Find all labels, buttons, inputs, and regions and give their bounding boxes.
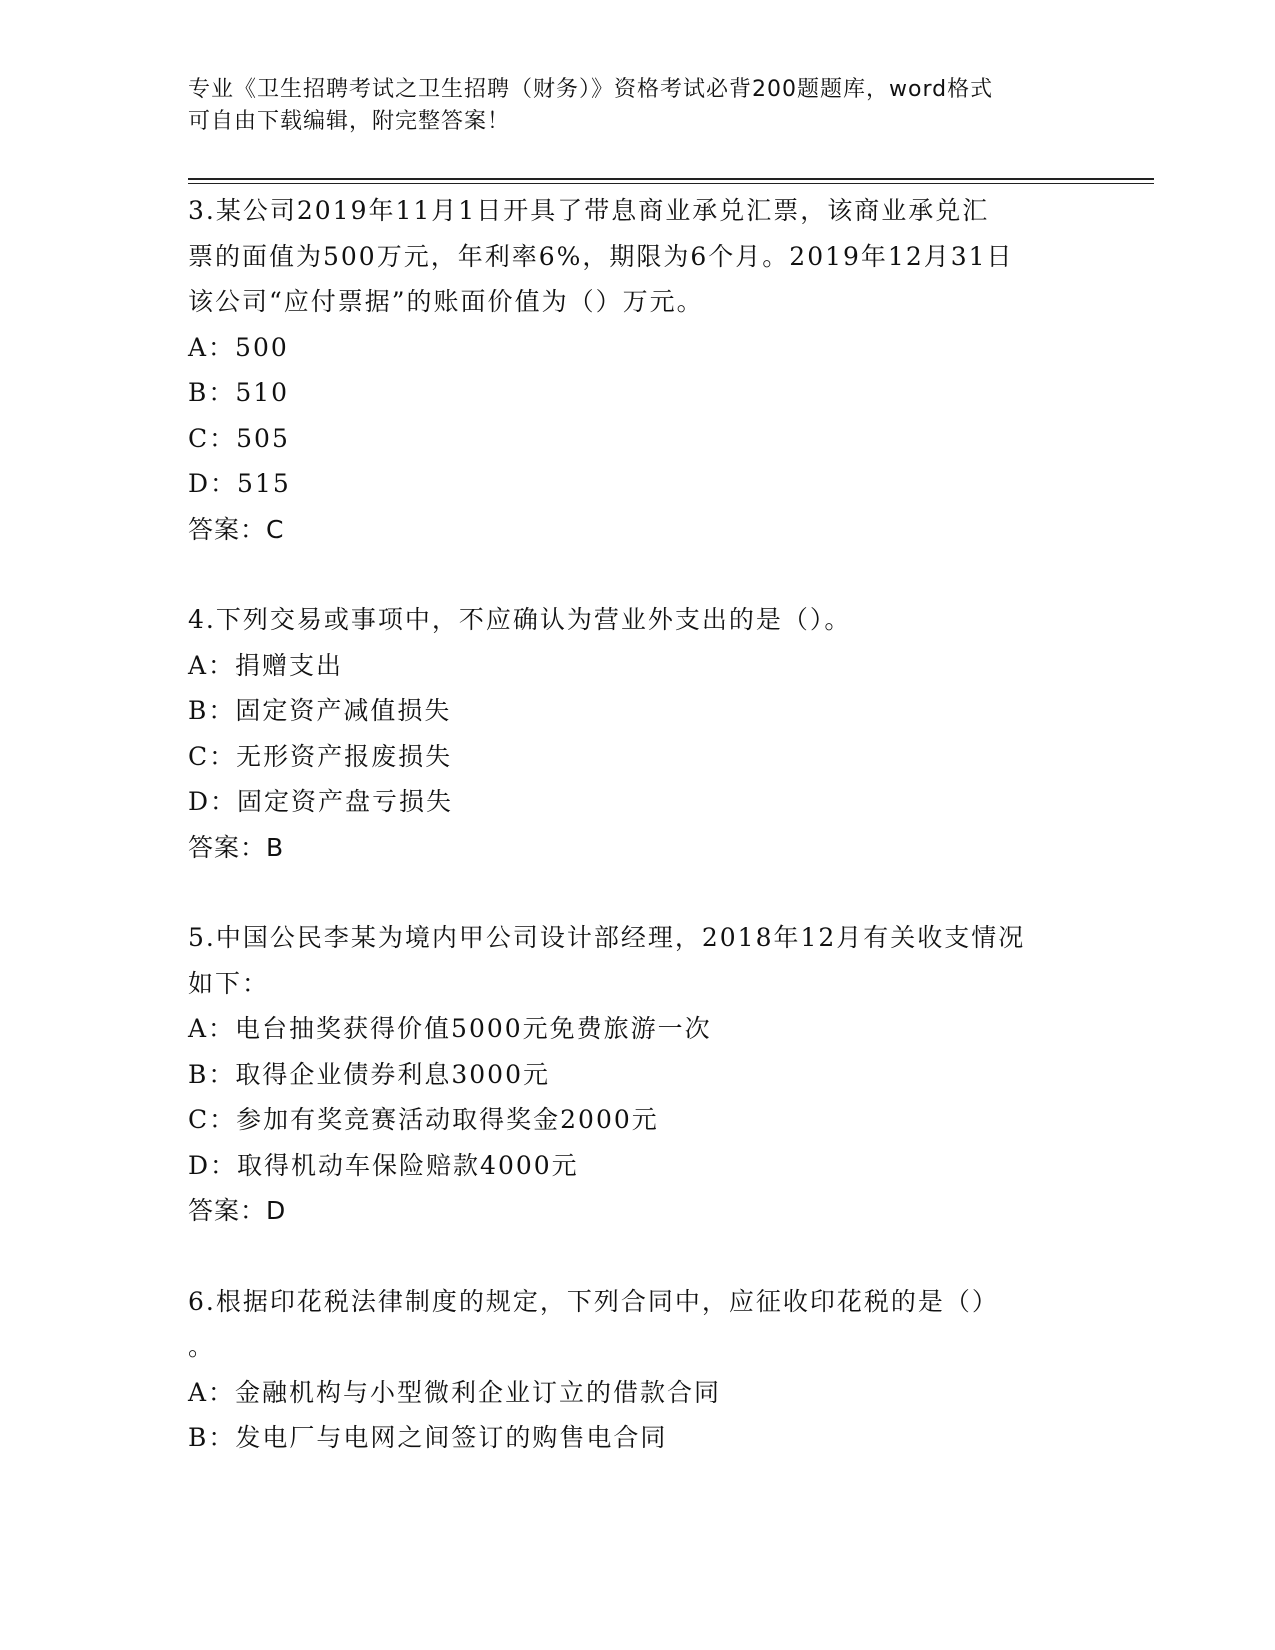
question-block bbox=[188, 188, 1088, 552]
option-c: C：无形资产报废损失 bbox=[188, 741, 453, 771]
spacer bbox=[188, 552, 1088, 597]
option-d: D：固定资产盘亏损失 bbox=[188, 787, 454, 816]
option-b: B：510 bbox=[188, 378, 290, 407]
header-divider-thick bbox=[188, 178, 1154, 180]
question-stem-line: 5.中国公民李某为境内甲公司设计部经理，2018年12月有关收支情况 bbox=[188, 923, 1026, 952]
option-d: D：取得机动车保险赔款4000元 bbox=[188, 1150, 579, 1180]
question-stem-line: 。 bbox=[188, 1332, 216, 1361]
question-stem-line: 4.下列交易或事项中，不应确认为营业外支出的是（）。 bbox=[188, 605, 852, 634]
answer-line: 答案：B bbox=[188, 832, 285, 862]
spacer bbox=[188, 870, 1088, 915]
answer-line: 答案：D bbox=[188, 1196, 287, 1225]
document-header bbox=[188, 74, 1068, 138]
option-b: B：发电厂与电网之间签订的购售电合同 bbox=[188, 1423, 668, 1452]
header-line: 专业《卫生招聘考试之卫生招聘（财务）》资格考试必背200题题库，word格式 bbox=[188, 77, 994, 102]
question-stem-line: 票的面值为500万元，年利率6%，期限为6个月。2019年12月31日 bbox=[188, 241, 1014, 271]
option-b: B：固定资产减值损失 bbox=[188, 696, 452, 725]
option-a: A：500 bbox=[188, 332, 289, 362]
option-d: D：515 bbox=[188, 469, 291, 498]
question-block bbox=[188, 1279, 1088, 1461]
question-block bbox=[188, 915, 1088, 1234]
header-divider-thin bbox=[188, 183, 1154, 184]
question-stem-line: 该公司“应付票据”的账面价值为（）万元。 bbox=[188, 287, 704, 316]
question-block bbox=[188, 597, 1088, 870]
header-line: 可自由下载编辑，附完整答案！ bbox=[188, 109, 511, 134]
option-a: A：电台抽奖获得价值5000元免费旅游一次 bbox=[188, 1014, 712, 1043]
question-stem-line: 如下： bbox=[188, 968, 270, 998]
question-stem-line: 3.某公司2019年11月1日开具了带息商业承兑汇票，该商业承兑汇 bbox=[188, 196, 990, 225]
option-c: C：参加有奖竞赛活动取得奖金2000元 bbox=[188, 1105, 659, 1134]
option-a: A：金融机构与小型微利企业订立的借款合同 bbox=[188, 1377, 722, 1407]
spacer bbox=[188, 1234, 1088, 1279]
option-c: C：505 bbox=[188, 423, 290, 453]
question-list bbox=[188, 188, 1088, 1461]
option-a: A：捐赠支出 bbox=[188, 650, 344, 680]
option-b: B：取得企业债券利息3000元 bbox=[188, 1059, 550, 1089]
answer-line: 答案：C bbox=[188, 514, 285, 544]
question-stem-line: 6.根据印花税法律制度的规定，下列合同中，应征收印花税的是（） bbox=[188, 1286, 999, 1316]
